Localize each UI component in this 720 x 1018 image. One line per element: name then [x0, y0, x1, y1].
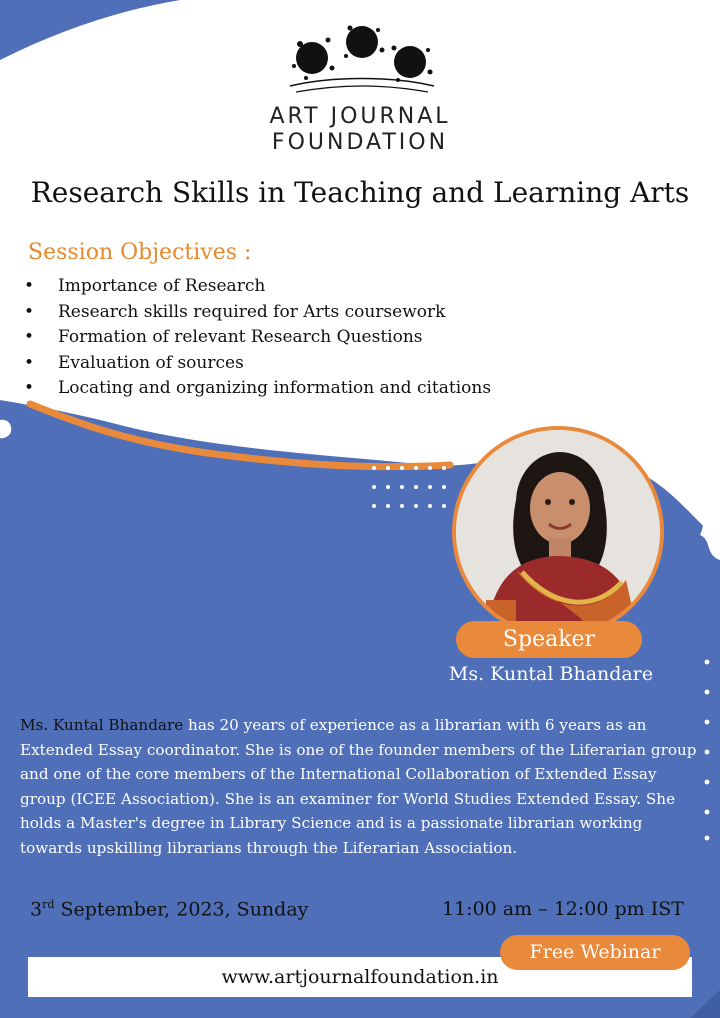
objectives-list: [24, 274, 491, 402]
bio-name: Ms. Kuntal Bhandare: [20, 716, 184, 734]
objective-text: Evaluation of sources: [58, 352, 244, 373]
bullet-icon: •: [24, 327, 35, 347]
speaker-photo: [452, 426, 664, 638]
ink-splash-logo-icon: [282, 20, 442, 98]
list-item: [24, 300, 491, 326]
decorative-dots-right: [700, 654, 714, 844]
webinar-badge: Free Webinar: [500, 935, 690, 970]
event-time: 11:00 am – 12:00 pm IST: [442, 898, 684, 920]
logo-line-2: FOUNDATION: [271, 130, 449, 155]
bullet-icon: •: [24, 352, 35, 373]
list-item: [24, 274, 491, 300]
objectives-heading: Session Objectives :: [28, 240, 252, 265]
objective-text: Formation of relevant Research Questions: [58, 327, 423, 347]
bio-text: has 20 years of experience as a librarian with 6 years as an Extended Essay coordinator. She is one of the founder members of the Liferarian group and one of the core members of the International Collaboration of Extended Essay group (ICEE Association). She is an examiner for World Studies Extended Essay. She holds a Master's degree in Library Science and is a passionate librarian working towards upskilling librarians through the Liferarian Association.: [20, 716, 697, 857]
page-title: Research Skills in Teaching and Learning Arts: [30, 176, 690, 209]
logo-line-1: ART JOURNAL: [269, 104, 451, 129]
list-item: [24, 351, 491, 377]
bullet-icon: •: [24, 301, 35, 322]
objective-text: Research skills required for Arts coursework: [58, 301, 446, 322]
speaker-label: Speaker: [456, 621, 642, 658]
objective-text: Locating and organizing information and citations: [58, 378, 492, 398]
list-item: [24, 325, 491, 351]
bullet-icon: •: [24, 276, 35, 296]
speaker-bio: [20, 713, 700, 860]
event-day: 3: [30, 898, 43, 921]
event-date-rest: September, 2023, Sunday: [54, 898, 309, 921]
bullet-icon: •: [24, 378, 35, 398]
website-link[interactable]: www.artjournalfoundation.in: [221, 966, 499, 988]
speaker-name: Ms. Kuntal Bhandare: [448, 663, 654, 685]
event-day-suffix: rd: [42, 898, 55, 911]
event-date: [30, 898, 308, 920]
list-item: [24, 376, 491, 402]
decorative-dots: [368, 462, 458, 514]
objective-text: Importance of Research: [58, 276, 266, 296]
